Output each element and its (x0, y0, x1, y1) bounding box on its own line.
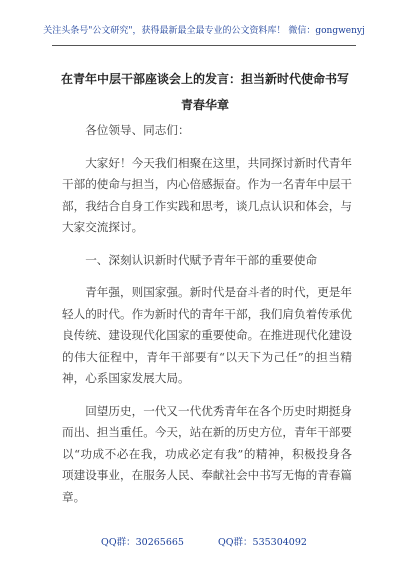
section-heading-1: 一、深刻认识新时代赋予青年干部的重要使命 (85, 252, 318, 267)
header-divider (52, 45, 356, 46)
footer-qq-group-2: QQ群：535304092 (217, 537, 307, 548)
document-title: 在青年中层干部座谈会上的发言：担当新时代使命书写青春华章 (60, 72, 349, 112)
paragraph-history: 回望历史，一代又一代优秀青年在各个历史时期挺身而出、担当重任。今天，站在新的历史方位，青年干部要以“功成不必在我，功成必定有我”的精神，积极投身各项建设事业，在服务人民、奉献社会中书写无悔的青春篇章。 (62, 403, 352, 504)
paragraph-intro: 大家好！今天我们相聚在这里，共同探讨新时代青年干部的使命与担当，内心倍感振奋。作为一名青年中层干部，我结合自身工作实践和思考，谈几点认识和体会，与大家交流探讨。 (62, 155, 352, 234)
header-notice: 关注头条号"公文研究"，获得最新最全最专业的公文资料库！ 微信：gongwenyj (43, 26, 365, 36)
paragraph-youth-strong: 青年强，则国家强。新时代是奋斗者的时代，更是年轻人的时代。作为新时代的青年干部，我们肩负着传承优良传统、建设现代化国家的重要使命。在推进现代化建设的伟大征程中，青年干部要有“以天下为己任”的担当精神，心系国家发展大局。 (62, 285, 352, 385)
document-body (62, 120, 352, 519)
salutation: 各位领导、同志们： (85, 123, 190, 137)
footer-qq-group-1: QQ群：30265665 (101, 537, 184, 548)
footer-contacts (0, 534, 408, 548)
